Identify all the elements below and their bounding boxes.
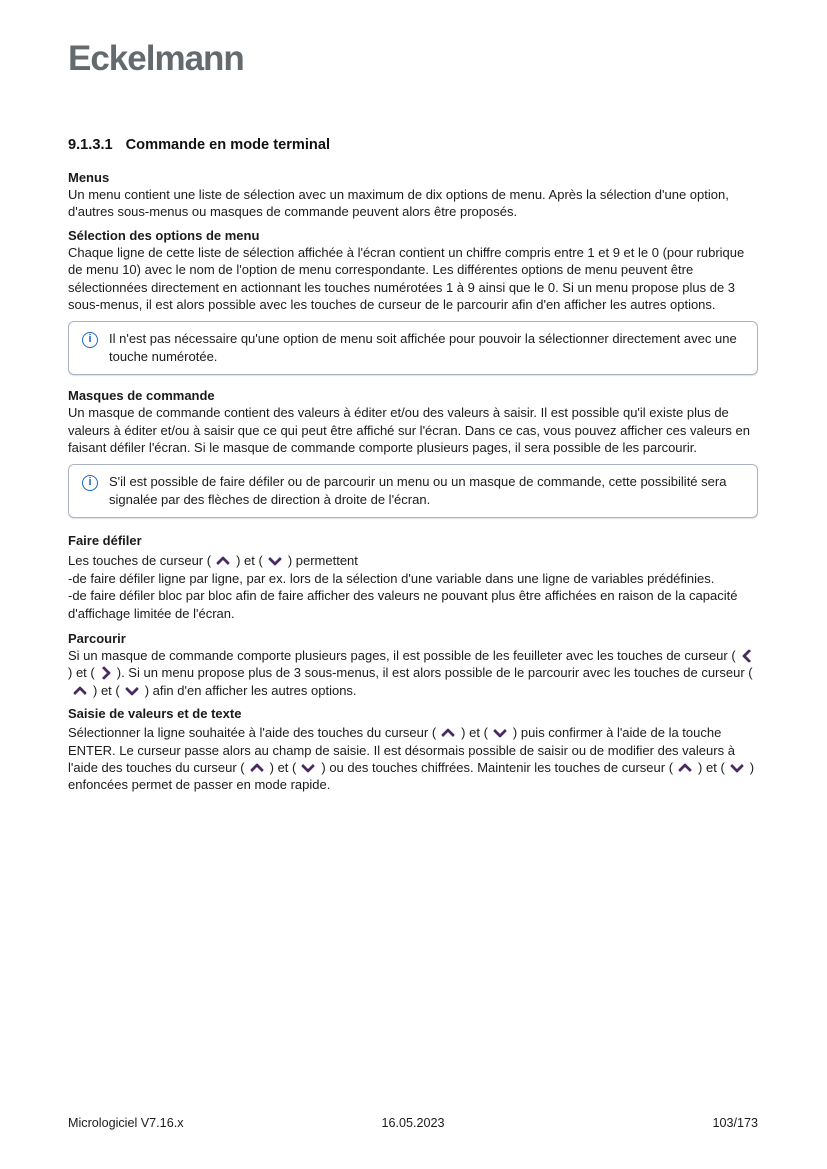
chevron-up-icon [73,684,88,697]
paragraph-saisie: Sélectionner la ligne souhaitée à l'aide des touches du curseur ( ) et ( ) puis confirmer à l'aide de la touche ENTER. Le curseur passe alors au champ de saisie. Il est désormais possible de saisir ou de modifier des valeurs à l'aide des touches du curseur ( ) et ( ) ou des touches chiffrées. Maintenir les touches de curseur ( ) et ( ) enfoncées permet de passer en mode rapide. [68,725,755,793]
paragraph-menus: Un menu contient une liste de sélection avec un maximum de dix options de menu. Après la sélection d'une option, d'autres sous-menus ou masques de commande peuvent alors être proposés. [68,187,729,220]
paragraph-defiler-line1: Les touches de curseur ( ) et ( ) permettent [68,553,358,569]
heading-masques: Masques de commande [68,388,215,404]
chevron-right-icon [100,666,112,679]
page-title [68,136,758,154]
heading-saisie: Saisie de valeurs et de texte [68,706,242,722]
info-box-2 [68,464,758,518]
chevron-down-icon [730,761,745,774]
heading-faire-defiler: Faire défiler [68,533,142,549]
heading-menus: Menus [68,170,110,185]
chevron-down-icon [125,684,140,697]
section-number: 9.1.3.1 [68,137,113,153]
footer-firmware-version: Micrologiciel V7.16.x [68,1116,184,1130]
paragraph-defiler-line2: -de faire défiler ligne par ligne, par ex. lors de la sélection d'une variable dans une ligne de variables prédéfinies. [68,570,715,586]
heading-selection-options: Sélection des options de menu [68,227,260,243]
chevron-left-icon [741,649,753,662]
paragraph-masques: Un masque de commande contient des valeurs à éditer et/ou des valeurs à saisir. Il est possible qu'il existe plus de valeurs à éditer et/ou à saisir que ce qui peut être affiché sur l'écran. Dans ce cas, vous pouvez afficher ces valeurs en faisant défiler l'écran. Si le masque de commande comporte plusieurs pages, il sera possible de les parcourir. [68,405,750,456]
heading-parcourir: Parcourir [68,630,126,646]
chevron-down-icon [268,554,283,567]
paragraph-defiler-line3: -de faire défiler bloc par bloc afin de faire afficher des valeurs ne pouvant plus être affichées en raison de la capacité d'affichage limitée de l'écran. [68,588,738,621]
eckelmann-logo: Eckelmann [68,39,244,78]
info-box-1 [68,321,758,375]
chevron-up-icon [441,726,456,739]
footer-page-number: 103/173 [712,1116,758,1130]
info-box-1-text: Il n'est pas nécessaire qu'une option de menu soit affichée pour pouvoir la sélectionner directement avec une touche numérotée. [109,331,737,364]
chevron-down-icon [301,761,316,774]
page-footer [68,1116,758,1130]
paragraph-parcourir: Si un masque de commande comporte plusieurs pages, il est possible de les feuilleter avec les touches de curseur () et ( ). Si un menu propose plus de 3 sous-menus, il est alors possible de le parcourir avec les touches de curseur () et ( ) afin d'en afficher les autres options. [68,647,753,698]
footer-date: 16.05.2023 [381,1116,445,1130]
info-box-2-text: S'il est possible de faire défiler ou de parcourir un menu ou un masque de commande, cette possibilité sera signalée par des flèches de direction à droite de l'écran. [109,474,727,507]
paragraph-selection-options: Chaque ligne de cette liste de sélection affichée à l'écran contient un chiffre compris entre 1 et 9 et le 0 (pour rubrique de menu 10) avec le nom de l'option de menu correspondante. Les différentes options de menu peuvent être sélectionnées directement en actionnant les touches numérotées 1 à 9 ainsi que le 0. Si un menu propose plus de 3 sous-menus, il est alors possible avec les touches de curseur de le parcourir afin d'en afficher les autres options. [68,244,745,313]
section-title-text: Commande en mode terminal [125,137,330,153]
chevron-up-icon [678,761,693,774]
chevron-up-icon [250,761,265,774]
chevron-up-icon [216,554,231,567]
chevron-down-icon [493,726,508,739]
page-content [68,0,758,794]
info-icon: i [82,332,98,348]
info-icon: i [82,475,98,491]
